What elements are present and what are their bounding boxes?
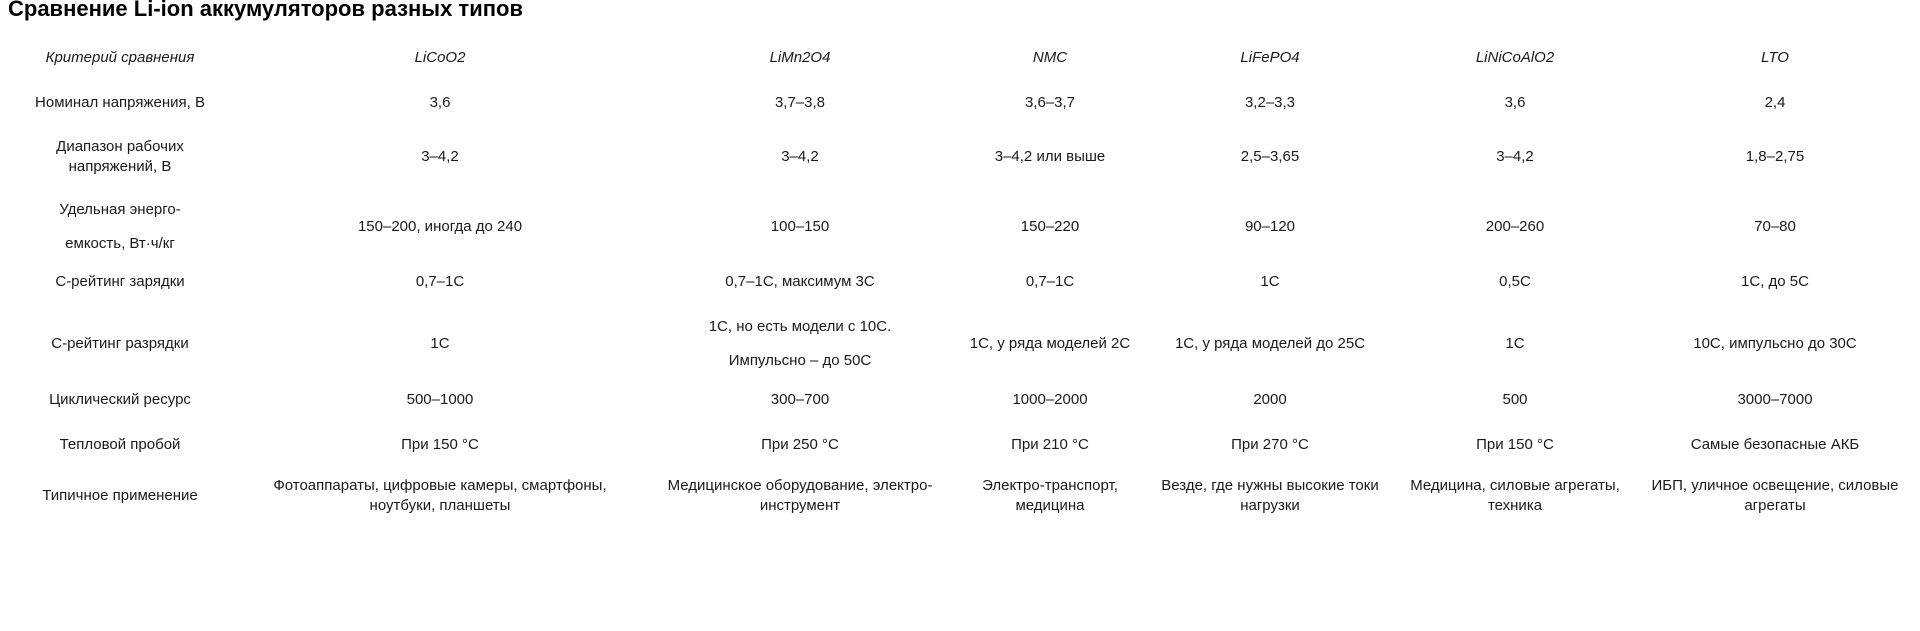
cell-text-line: 1C [1260, 273, 1280, 290]
table-row-charge-c-rating [0, 272, 1920, 292]
value-cell-limn2o4 [640, 435, 960, 455]
cell-text-line: При 250 °C [761, 436, 839, 453]
criterion-cell [0, 137, 240, 177]
cell-text-line: 1C, у ряда моделей 2C [969, 335, 1131, 352]
value-cell-lto [1630, 272, 1920, 292]
cell-text-line: 90–120 [1244, 218, 1296, 235]
criterion-cell [0, 272, 240, 292]
cell-text-line: 10C, импульсно до 30C [1693, 335, 1857, 352]
value-cell-nmc [960, 197, 1140, 257]
value-cell-licoo2 [240, 476, 640, 516]
value-cell-nmc [960, 316, 1140, 372]
value-cell-limn2o4 [640, 93, 960, 113]
value-cell-nmc [960, 93, 1140, 113]
value-cell-limn2o4 [640, 197, 960, 257]
criterion-cell [0, 390, 240, 410]
header-criterion: Критерий сравнения [45, 49, 195, 66]
cell-text-line: 2,5–3,65 [1240, 148, 1300, 165]
cell-text-line: емкость, Вт·ч/кг [65, 235, 175, 252]
header-lto: LTO [1761, 49, 1789, 66]
value-cell-linicoalo2 [1400, 476, 1630, 516]
cell-text-line: 200–260 [1485, 218, 1545, 235]
cell-text-line: 3–4,2 [421, 148, 459, 165]
cell-text-line: 1,8–2,75 [1745, 148, 1805, 165]
value-cell-lifepo4 [1140, 435, 1400, 455]
cell-text-line: Электро-транспорт, [982, 477, 1118, 494]
cell-text-line: 3,6 [429, 94, 451, 111]
value-cell-licoo2 [240, 137, 640, 177]
value-cell-lto [1630, 197, 1920, 257]
cell-text-line: медицина [1015, 497, 1085, 514]
value-cell-linicoalo2 [1400, 197, 1630, 257]
value-cell-licoo2 [240, 390, 640, 410]
cell-text-line: Фотоаппараты, цифровые камеры, смартфоны, [273, 477, 607, 494]
cell-text-line: техника [1487, 497, 1543, 514]
cell-text-line: Удельная энерго- [59, 201, 181, 218]
cell-text-line: Номинал напряжения, В [35, 94, 205, 111]
value-cell-licoo2 [240, 316, 640, 372]
value-cell-lto [1630, 390, 1920, 410]
cell-text-line: агрегаты [1744, 497, 1806, 514]
page-title: Сравнение Li-ion аккумуляторов разных типов [8, 0, 523, 21]
cell-text-line: Медицина, силовые агрегаты, [1410, 477, 1620, 494]
table-row-thermal-runaway [0, 435, 1920, 455]
cell-text-line: Импульсно – до 50C [728, 352, 872, 369]
cell-text-line: 150–220 [1020, 218, 1080, 235]
cell-text-line: ноутбуки, планшеты [369, 497, 511, 514]
header-linicoalo2: LiNiCoAlO2 [1475, 49, 1555, 66]
criterion-cell [0, 197, 240, 257]
cell-text-line: 3,2–3,3 [1244, 94, 1296, 111]
criterion-cell [0, 435, 240, 455]
cell-text-line: 3–4,2 [781, 148, 819, 165]
cell-text-line: 3–4,2 или выше [994, 148, 1106, 165]
criterion-cell [0, 476, 240, 516]
value-cell-lto [1630, 93, 1920, 113]
cell-text-line: 500 [1502, 391, 1528, 408]
cell-text-line: 0,7–1C, максимум 3C [725, 273, 875, 290]
cell-text-line: 3,6–3,7 [1024, 94, 1076, 111]
value-cell-lifepo4 [1140, 390, 1400, 410]
cell-text-line: нагрузки [1240, 497, 1300, 514]
header-licoo2: LiCoO2 [414, 49, 466, 66]
cell-text-line: 3,7–3,8 [774, 94, 826, 111]
cell-text-line: При 150 °C [401, 436, 479, 453]
cell-text-line: 1C, но есть модели с 10C. [708, 318, 892, 335]
table-row-cycle-life [0, 390, 1920, 410]
value-cell-lto [1630, 137, 1920, 177]
cell-text-line: 300–700 [770, 391, 830, 408]
cell-text-line: 0,7–1C [415, 273, 465, 290]
cell-text-line: 150–200, иногда до 240 [357, 218, 523, 235]
value-cell-lifepo4 [1140, 93, 1400, 113]
value-cell-licoo2 [240, 435, 640, 455]
header-nmc: NMC [1032, 49, 1068, 66]
value-cell-nmc [960, 137, 1140, 177]
value-cell-lto [1630, 435, 1920, 455]
cell-text-line: Типичное применение [42, 487, 198, 504]
cell-text-line: 1C, у ряда моделей до 25C [1174, 335, 1366, 352]
value-cell-lifepo4 [1140, 137, 1400, 177]
value-cell-limn2o4 [640, 272, 960, 292]
table-row-discharge-c-rating [0, 316, 1920, 372]
cell-text-line: напряжений, В [68, 158, 172, 175]
cell-text-line: 1C [430, 335, 450, 352]
cell-text-line: 500–1000 [406, 391, 474, 408]
value-cell-linicoalo2 [1400, 93, 1630, 113]
value-cell-nmc [960, 272, 1140, 292]
cell-text-line: 0,5C [1499, 273, 1531, 290]
table-row-voltage-range [0, 137, 1920, 177]
value-cell-nmc [960, 476, 1140, 516]
cell-text-line: 70–80 [1754, 218, 1796, 235]
table-row-typical-application [0, 476, 1920, 516]
cell-text-line: 1C [1505, 335, 1525, 352]
cell-text-line: 0,7–1C [1025, 273, 1075, 290]
header-lifepo4: LiFePO4 [1240, 49, 1300, 66]
value-cell-lifepo4 [1140, 197, 1400, 257]
cell-text-line: 3,6 [1504, 94, 1526, 111]
cell-text-line: 3–4,2 [1496, 148, 1534, 165]
header-limn2o4: LiMn2O4 [769, 49, 831, 66]
cell-text-line: Тепловой пробой [59, 436, 181, 453]
value-cell-limn2o4 [640, 390, 960, 410]
value-cell-lto [1630, 476, 1920, 516]
value-cell-linicoalo2 [1400, 137, 1630, 177]
value-cell-linicoalo2 [1400, 435, 1630, 455]
cell-text-line: 100–150 [770, 218, 830, 235]
table-header-row [0, 48, 1920, 68]
cell-text-line: Медицинское оборудование, электро- [667, 477, 933, 494]
value-cell-lto [1630, 316, 1920, 372]
value-cell-linicoalo2 [1400, 316, 1630, 372]
value-cell-nmc [960, 435, 1140, 455]
cell-text-line: При 270 °C [1231, 436, 1309, 453]
cell-text-line: При 210 °C [1011, 436, 1089, 453]
table-row-nominal-voltage [0, 93, 1920, 113]
cell-text-line: Диапазон рабочих [56, 138, 184, 155]
cell-text-line: 1C, до 5C [1741, 273, 1809, 290]
cell-text-line: ИБП, уличное освещение, силовые [1651, 477, 1899, 494]
value-cell-limn2o4 [640, 137, 960, 177]
criterion-cell [0, 93, 240, 113]
value-cell-lifepo4 [1140, 476, 1400, 516]
cell-text-line: 1000–2000 [1012, 391, 1088, 408]
cell-text-line: C-рейтинг зарядки [55, 273, 185, 290]
value-cell-lifepo4 [1140, 272, 1400, 292]
value-cell-nmc [960, 390, 1140, 410]
cell-text-line: C-рейтинг разрядки [51, 335, 189, 352]
value-cell-licoo2 [240, 93, 640, 113]
table-row-specific-energy [0, 197, 1920, 257]
value-cell-lifepo4 [1140, 316, 1400, 372]
cell-text-line: 2000 [1253, 391, 1287, 408]
value-cell-limn2o4 [640, 476, 960, 516]
value-cell-linicoalo2 [1400, 390, 1630, 410]
value-cell-linicoalo2 [1400, 272, 1630, 292]
cell-text-line: 3000–7000 [1737, 391, 1813, 408]
cell-text-line: Везде, где нужны высокие токи [1161, 477, 1379, 494]
value-cell-limn2o4 [640, 316, 960, 372]
criterion-cell [0, 316, 240, 372]
cell-text-line: При 150 °C [1476, 436, 1554, 453]
cell-text-line: инструмент [759, 497, 841, 514]
cell-text-line: Самые безопасные АКБ [1690, 436, 1860, 453]
value-cell-licoo2 [240, 197, 640, 257]
cell-text-line: 2,4 [1764, 94, 1786, 111]
cell-text-line: Циклический ресурс [49, 391, 191, 408]
value-cell-licoo2 [240, 272, 640, 292]
